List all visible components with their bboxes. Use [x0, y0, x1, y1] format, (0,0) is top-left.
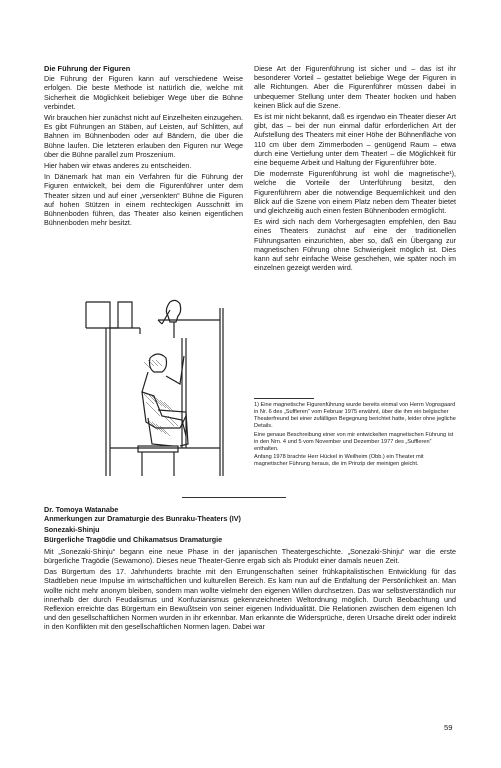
footnote: Anfang 1978 brachte Herr Hückel in Weilheim (Obb.) ein Theater mit magnetischer Führung heraus, die im Prinzip der meinigen gleicht.	[254, 454, 424, 467]
footnote-rule	[254, 398, 314, 399]
right-paragraph: Diese Art der Figurenführung ist sicher und – das ist ihr besonderer Vorteil – gestattet beliebige Wege der Figuren in alle Richtungen. Aber die Figurenführer müssen dabei in unbequemer Stellung unter dem Theater hocken und haben keinen Blick auf die Szene.	[254, 64, 456, 110]
right-paragraph: Es ist mir nicht bekannt, daß es irgendwo ein Theater dieser Art gibt, das – bei der nun einmal dafür erforderlichen Art der Aufstellung des Theaters mit einer Höhe der Bühnenfläche von 110 cm über dem Zimmerboden – genügend Raum – etwa durch eine Vertiefung unter dem Theater! – die Möglichkeit für eine bequeme Arbeit und Haltung der Figurenführer böte.	[254, 112, 457, 168]
article-author: Dr. Tomoya Watanabe	[44, 505, 119, 514]
article-paragraph: Mit „Sonezaki-Shinju“ begann eine neue Phase in der japanischen Theatergeschichte. „Sonezaki-Shinju“ war die erste bürgerliche Tragödie (Sewamono). Dieses neue Theater-Genre ergab sich als Produkt einer damals neuen Zeit.	[44, 546, 456, 566]
section-heading: Die Führung der Figuren	[44, 64, 131, 73]
article-title: Anmerkungen zur Dramaturgie des Bunraku-Theaters (IV)	[44, 514, 241, 524]
article-paragraph: Das Bürgertum des 17. Jahrhunderts brachte mit den Errungenschaften seiner frühkapitalistischen Entwicklung für das Stadtleben neue Impulse im wirtschaftlichen und kulturellen Bereich. Es kam nun auf die Entfaltung der Persönlichkeit an. Man wollte nicht mehr anonym bleiben, sondern man wollte vielmehr den eigenen Willen durchsetzen. Das war selbstverständlich nur innerhalb der durch Feudalismus und Konfuzianismus gekennzeichneten Weltordnung möglich. Durch Beobachtung und Reflexion erreichte das Bürgertum ein Bewußtsein von seiner eigenen Individualität. Die Relationen zwischen dem eigenen Ich und den gesellschaftlichen Normen wurden in ihr erkennbar. Man erkannte die Widersprüche, deren Ursache direkt oder indirekt in den Konflikten mit den gesellschaftlichen Normen lagen. Dabei war	[44, 567, 456, 632]
section-divider	[182, 497, 286, 498]
footnote: 1) Eine magnetische Figurenführung wurde bereits einmal von Herrn Vognsgaard in Nr. 6 des „Suffleren“ vom Februar 1975 erwähnt, über die ihm ein belgischer Theaterfreund bei einer zufälligen Begegnung berichtet hatte, leider ohne jegliche Details.	[254, 402, 456, 429]
left-paragraph: Wir brauchen hier zunächst nicht auf Einzelheiten einzugehen. Es gibt Führungen an Stäben, auf Leisten, auf Schlitten, auf Bahnen im Bühnenboden oder auf Bändern, die über die Bühne laufen. Die letzteren erlauben den Figuren nur Wege über die Bühne parallel zum Proszenium.	[44, 113, 243, 159]
left-paragraph: In Dänemark hat man ein Verfahren für die Führung der Figuren entwickelt, bei dem die Figurenführer unter dem Theater sitzen und auf einer „versenkten“ Bühne die Figuren auf hohen Stützen in einem rechteckigen Ausschnitt im Bühnenboden führen, das Theater also keinen eigentlichen Bühnenboden mehr besitzt.	[44, 172, 243, 228]
article-subtitle: Bürgerliche Tragödie und Chikamatsus Dramaturgie	[44, 534, 223, 544]
left-column	[44, 64, 243, 229]
article-subtitle: Sonezaki-Shinju	[44, 525, 100, 535]
right-paragraph: Es wird sich nach dem Vorhergesagten empfehlen, den Bau eines Theaters zunächst auf eine der traditionellen Führungsarten einzurichten, aber so, daß ein Übergang zur magnetischen Führung ohne Schwierigkeit möglich ist. Dies kann auf sehr einfache Weise geschehen, wie später noch im einzelnen gezeigt werden wird.	[254, 217, 456, 273]
footnotes	[254, 398, 456, 470]
article-section	[44, 505, 456, 634]
left-paragraph: Hier haben wir etwas anderes zu entscheiden.	[44, 161, 192, 171]
right-column	[254, 64, 456, 274]
right-paragraph: Die modernste Figurenführung ist wohl die magnetische¹), welche die Vorteile der Unterführung besitzt, den Figurenführern aber die notwendige Bequemlichkeit und den Blick auf die Szene von einem Platz neben dem Theater bietet und gleichzeitig auch einen festen Bühnenboden ermöglicht.	[254, 169, 456, 216]
page-number: 59	[444, 723, 453, 732]
footnote: Eine genaue Beschreibung einer von mir entwickelten magnetischen Führung ist in den Nrn. 4 und 5 vom November und Dezember 1977 des „Suffleren“ enthalten.	[254, 431, 454, 452]
stage-illustration	[78, 298, 248, 476]
left-paragraph: Die Führung der Figuren kann auf verschiedene Weise erfolgen. Die beste Methode ist natürlich die, welche mit Sicherheit die Möglichkeit beliebiger Wege über die Bühne verbindet.	[44, 74, 243, 111]
